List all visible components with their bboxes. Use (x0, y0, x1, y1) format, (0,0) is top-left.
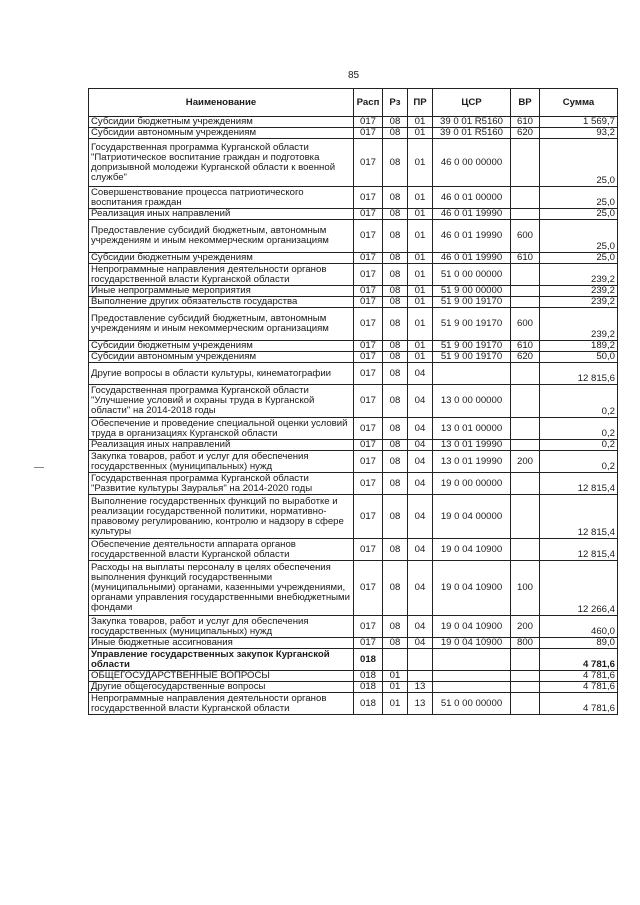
table-row (89, 440, 618, 451)
row-sum: 4 781,6 (540, 682, 618, 693)
table-row (89, 561, 618, 616)
row-pr: 04 (408, 385, 433, 418)
margin-mark (34, 467, 44, 468)
table-row (89, 451, 618, 473)
table-row (89, 187, 618, 209)
row-pr: 01 (408, 253, 433, 264)
row-csr: 51 0 00 00000 (433, 693, 511, 715)
row-rz: 01 (383, 682, 408, 693)
table-body (89, 117, 618, 715)
row-sum: 239,2 (540, 286, 618, 297)
row-rz: 08 (383, 286, 408, 297)
row-name: Субсидии автономным учреждениям (89, 128, 354, 139)
row-vr (511, 693, 540, 715)
row-vr: 200 (511, 451, 540, 473)
row-rz: 08 (383, 539, 408, 561)
row-name: Субсидии бюджетным учреждениям (89, 341, 354, 352)
table-row (89, 693, 618, 715)
row-vr: 800 (511, 638, 540, 649)
row-pr: 04 (408, 561, 433, 616)
row-rasp: 017 (354, 352, 383, 363)
row-vr (511, 539, 540, 561)
row-vr (511, 363, 540, 385)
row-rz: 08 (383, 616, 408, 638)
table-row (89, 117, 618, 128)
row-pr: 04 (408, 638, 433, 649)
row-name: Закупка товаров, работ и услуг для обеспечения государственных (муниципальных) нужд (89, 616, 354, 638)
row-name: Обеспечение деятельности аппарата органов государственной власти Курганской области (89, 539, 354, 561)
row-rasp: 017 (354, 341, 383, 352)
row-name: Иные бюджетные ассигнования (89, 638, 354, 649)
row-vr (511, 473, 540, 495)
row-csr (433, 671, 511, 682)
row-rz: 08 (383, 495, 408, 539)
row-rasp: 018 (354, 693, 383, 715)
row-sum: 189,2 (540, 341, 618, 352)
row-name: Непрограммные направления деятельности органов государственной власти Курганской области (89, 264, 354, 286)
header-rz: Рз (383, 89, 408, 117)
row-rasp: 017 (354, 638, 383, 649)
row-sum: 0,2 (540, 385, 618, 418)
row-sum: 25,0 (540, 220, 618, 253)
row-sum: 12 815,4 (540, 495, 618, 539)
row-rasp: 017 (354, 220, 383, 253)
table-row (89, 638, 618, 649)
row-pr (408, 671, 433, 682)
row-csr (433, 649, 511, 671)
row-rz: 08 (383, 352, 408, 363)
row-rz (383, 649, 408, 671)
header-name: Наименование (89, 89, 354, 117)
table-row (89, 308, 618, 341)
row-rasp: 017 (354, 209, 383, 220)
header-rasp: Расп (354, 89, 383, 117)
table-row (89, 209, 618, 220)
row-sum: 12 815,4 (540, 473, 618, 495)
row-rz: 08 (383, 561, 408, 616)
row-name: Государственная программа Курганской области "Развитие культуры Зауралья" на 2014-2020 годы (89, 473, 354, 495)
row-rasp: 017 (354, 117, 383, 128)
row-pr: 04 (408, 440, 433, 451)
row-csr: 51 9 00 19170 (433, 308, 511, 341)
row-pr: 01 (408, 286, 433, 297)
row-vr (511, 209, 540, 220)
row-rz: 08 (383, 385, 408, 418)
row-rz: 08 (383, 451, 408, 473)
table-row (89, 220, 618, 253)
row-vr (511, 682, 540, 693)
table-row (89, 539, 618, 561)
row-pr: 04 (408, 418, 433, 440)
table-row (89, 671, 618, 682)
row-rasp: 017 (354, 418, 383, 440)
row-name: Выполнение других обязательств государства (89, 297, 354, 308)
row-rasp: 017 (354, 473, 383, 495)
row-vr (511, 440, 540, 451)
row-sum: 239,2 (540, 264, 618, 286)
row-csr: 51 0 00 00000 (433, 264, 511, 286)
row-csr: 13 0 01 19990 (433, 451, 511, 473)
row-vr: 620 (511, 128, 540, 139)
row-rasp: 017 (354, 139, 383, 187)
row-pr: 04 (408, 363, 433, 385)
budget-table (88, 88, 618, 715)
row-csr: 51 9 00 19170 (433, 341, 511, 352)
table-row (89, 139, 618, 187)
row-pr: 01 (408, 341, 433, 352)
row-sum: 4 781,6 (540, 649, 618, 671)
row-name: Другие вопросы в области культуры, кинематографии (89, 363, 354, 385)
row-rz: 08 (383, 363, 408, 385)
row-sum: 12 815,4 (540, 539, 618, 561)
row-name: Обеспечение и проведение специальной оценки условий труда в организациях Курганской области (89, 418, 354, 440)
row-rasp: 017 (354, 253, 383, 264)
row-name: Реализация иных направлений (89, 209, 354, 220)
row-rasp: 017 (354, 539, 383, 561)
row-pr: 13 (408, 682, 433, 693)
row-rz: 08 (383, 341, 408, 352)
page-number: 85 (348, 70, 360, 81)
row-rasp: 017 (354, 385, 383, 418)
row-rz: 08 (383, 297, 408, 308)
row-rasp: 017 (354, 451, 383, 473)
row-name: Предоставление субсидий бюджетным, автономным учреждениям и иным некоммерческим организациям (89, 308, 354, 341)
row-rz: 08 (383, 187, 408, 209)
row-name: Иные непрограммные мероприятия (89, 286, 354, 297)
row-name: Субсидии бюджетным учреждениям (89, 117, 354, 128)
row-pr: 01 (408, 128, 433, 139)
table-row (89, 616, 618, 638)
row-rz: 08 (383, 440, 408, 451)
row-vr: 100 (511, 561, 540, 616)
row-rz: 01 (383, 671, 408, 682)
row-vr (511, 264, 540, 286)
table-row (89, 363, 618, 385)
row-vr (511, 649, 540, 671)
table-row (89, 253, 618, 264)
row-sum: 25,0 (540, 139, 618, 187)
row-csr: 51 9 00 00000 (433, 286, 511, 297)
row-csr (433, 682, 511, 693)
row-rz: 01 (383, 693, 408, 715)
row-name: Предоставление субсидий бюджетным, автономным учреждениям и иным некоммерческим организациям (89, 220, 354, 253)
row-csr: 51 9 00 19170 (433, 297, 511, 308)
row-sum: 25,0 (540, 187, 618, 209)
row-sum: 50,0 (540, 352, 618, 363)
row-name: Государственная программа Курганской области "Улучшение условий и охраны труда в Курганской области" на 2014-2018 годы (89, 385, 354, 418)
row-rasp: 017 (354, 128, 383, 139)
row-csr: 39 0 01 R5160 (433, 117, 511, 128)
table-row (89, 341, 618, 352)
row-vr (511, 286, 540, 297)
row-csr: 19 0 04 10900 (433, 638, 511, 649)
row-rasp: 017 (354, 440, 383, 451)
row-pr: 01 (408, 352, 433, 363)
row-sum: 12 266,4 (540, 561, 618, 616)
row-sum: 89,0 (540, 638, 618, 649)
row-rz: 08 (383, 139, 408, 187)
row-vr (511, 418, 540, 440)
row-csr: 19 0 04 10900 (433, 561, 511, 616)
row-rz: 08 (383, 418, 408, 440)
row-rasp: 017 (354, 616, 383, 638)
row-rz: 08 (383, 220, 408, 253)
row-csr: 19 0 04 10900 (433, 539, 511, 561)
table-row (89, 352, 618, 363)
row-pr: 01 (408, 187, 433, 209)
table-row (89, 418, 618, 440)
table-row (89, 297, 618, 308)
row-sum: 4 781,6 (540, 693, 618, 715)
row-name: ОБЩЕГОСУДАРСТВЕННЫЕ ВОПРОСЫ (89, 671, 354, 682)
row-name: Реализация иных направлений (89, 440, 354, 451)
row-name: Государственная программа Курганской области "Патриотическое воспитание граждан и подготовка допризывной молодежи Курганской области к военной службе" (89, 139, 354, 187)
row-rasp: 017 (354, 495, 383, 539)
header-csr: ЦСР (433, 89, 511, 117)
table-row (89, 473, 618, 495)
table-row (89, 128, 618, 139)
row-sum: 25,0 (540, 209, 618, 220)
row-pr: 13 (408, 693, 433, 715)
row-name: Субсидии бюджетным учреждениям (89, 253, 354, 264)
row-rasp: 017 (354, 264, 383, 286)
row-pr: 01 (408, 308, 433, 341)
row-pr: 04 (408, 473, 433, 495)
row-vr: 600 (511, 308, 540, 341)
header-pr: ПР (408, 89, 433, 117)
row-rasp: 017 (354, 363, 383, 385)
row-pr (408, 649, 433, 671)
row-rz: 08 (383, 473, 408, 495)
row-csr: 13 0 01 00000 (433, 418, 511, 440)
row-sum: 239,2 (540, 308, 618, 341)
row-name: Выполнение государственных функций по выработке и реализации государственной политики, нормативно-правовому регулированию, контролю и надзору в сфере культуры (89, 495, 354, 539)
row-name: Другие общегосударственные вопросы (89, 682, 354, 693)
row-rz: 08 (383, 128, 408, 139)
row-pr: 01 (408, 209, 433, 220)
row-rz: 08 (383, 117, 408, 128)
row-vr: 200 (511, 616, 540, 638)
row-rz: 08 (383, 209, 408, 220)
row-vr: 610 (511, 117, 540, 128)
row-rasp: 017 (354, 308, 383, 341)
row-vr: 620 (511, 352, 540, 363)
row-csr: 19 0 04 00000 (433, 495, 511, 539)
table-row (89, 385, 618, 418)
row-csr: 51 9 00 19170 (433, 352, 511, 363)
row-vr: 600 (511, 220, 540, 253)
row-vr (511, 495, 540, 539)
row-name: Закупка товаров, работ и услуг для обеспечения государственных (муниципальных) нужд (89, 451, 354, 473)
row-rasp: 017 (354, 187, 383, 209)
row-sum: 0,2 (540, 451, 618, 473)
row-rasp: 017 (354, 561, 383, 616)
row-rz: 08 (383, 253, 408, 264)
row-csr: 19 0 04 10900 (433, 616, 511, 638)
row-csr: 13 0 01 19990 (433, 440, 511, 451)
row-vr: 610 (511, 253, 540, 264)
row-sum: 460,0 (540, 616, 618, 638)
row-vr (511, 671, 540, 682)
row-rz: 08 (383, 308, 408, 341)
row-csr: 46 0 01 19990 (433, 253, 511, 264)
row-csr: 13 0 00 00000 (433, 385, 511, 418)
row-sum: 4 781,6 (540, 671, 618, 682)
table-row (89, 264, 618, 286)
row-rasp: 018 (354, 682, 383, 693)
row-csr: 46 0 01 19990 (433, 220, 511, 253)
row-vr (511, 297, 540, 308)
row-name: Расходы на выплаты персоналу в целях обеспечения выполнения функций государственными (муниципальными) органами, казенными учреждениями, органами управления государственными внебюджетными фондами (89, 561, 354, 616)
row-pr: 04 (408, 616, 433, 638)
table-row (89, 495, 618, 539)
row-vr: 610 (511, 341, 540, 352)
row-vr (511, 385, 540, 418)
row-pr: 01 (408, 264, 433, 286)
row-sum: 239,2 (540, 297, 618, 308)
row-name: Совершенствование процесса патриотического воспитания граждан (89, 187, 354, 209)
row-sum: 93,2 (540, 128, 618, 139)
row-name: Управление государственных закупок Курганской области (89, 649, 354, 671)
row-rasp: 018 (354, 671, 383, 682)
row-sum: 12 815,6 (540, 363, 618, 385)
row-pr: 04 (408, 539, 433, 561)
row-pr: 04 (408, 451, 433, 473)
table-row (89, 286, 618, 297)
table-row (89, 649, 618, 671)
row-csr: 39 0 01 R5160 (433, 128, 511, 139)
row-rasp: 018 (354, 649, 383, 671)
row-csr: 46 0 01 00000 (433, 187, 511, 209)
row-sum: 25,0 (540, 253, 618, 264)
row-sum: 0,2 (540, 440, 618, 451)
header-sum: Сумма (540, 89, 618, 117)
row-rz: 08 (383, 638, 408, 649)
row-rz: 08 (383, 264, 408, 286)
row-vr (511, 187, 540, 209)
row-csr: 46 0 01 19990 (433, 209, 511, 220)
row-name: Непрограммные направления деятельности органов государственной власти Курганской области (89, 693, 354, 715)
row-pr: 01 (408, 220, 433, 253)
row-csr (433, 363, 511, 385)
header-vr: ВР (511, 89, 540, 117)
row-pr: 01 (408, 117, 433, 128)
row-pr: 01 (408, 297, 433, 308)
row-csr: 19 0 00 00000 (433, 473, 511, 495)
row-sum: 0,2 (540, 418, 618, 440)
row-sum: 1 569,7 (540, 117, 618, 128)
header-row (89, 89, 618, 117)
row-name: Субсидии автономным учреждениям (89, 352, 354, 363)
row-csr: 46 0 00 00000 (433, 139, 511, 187)
row-rasp: 017 (354, 297, 383, 308)
table-row (89, 682, 618, 693)
row-rasp: 017 (354, 286, 383, 297)
row-pr: 01 (408, 139, 433, 187)
row-pr: 04 (408, 495, 433, 539)
row-vr (511, 139, 540, 187)
